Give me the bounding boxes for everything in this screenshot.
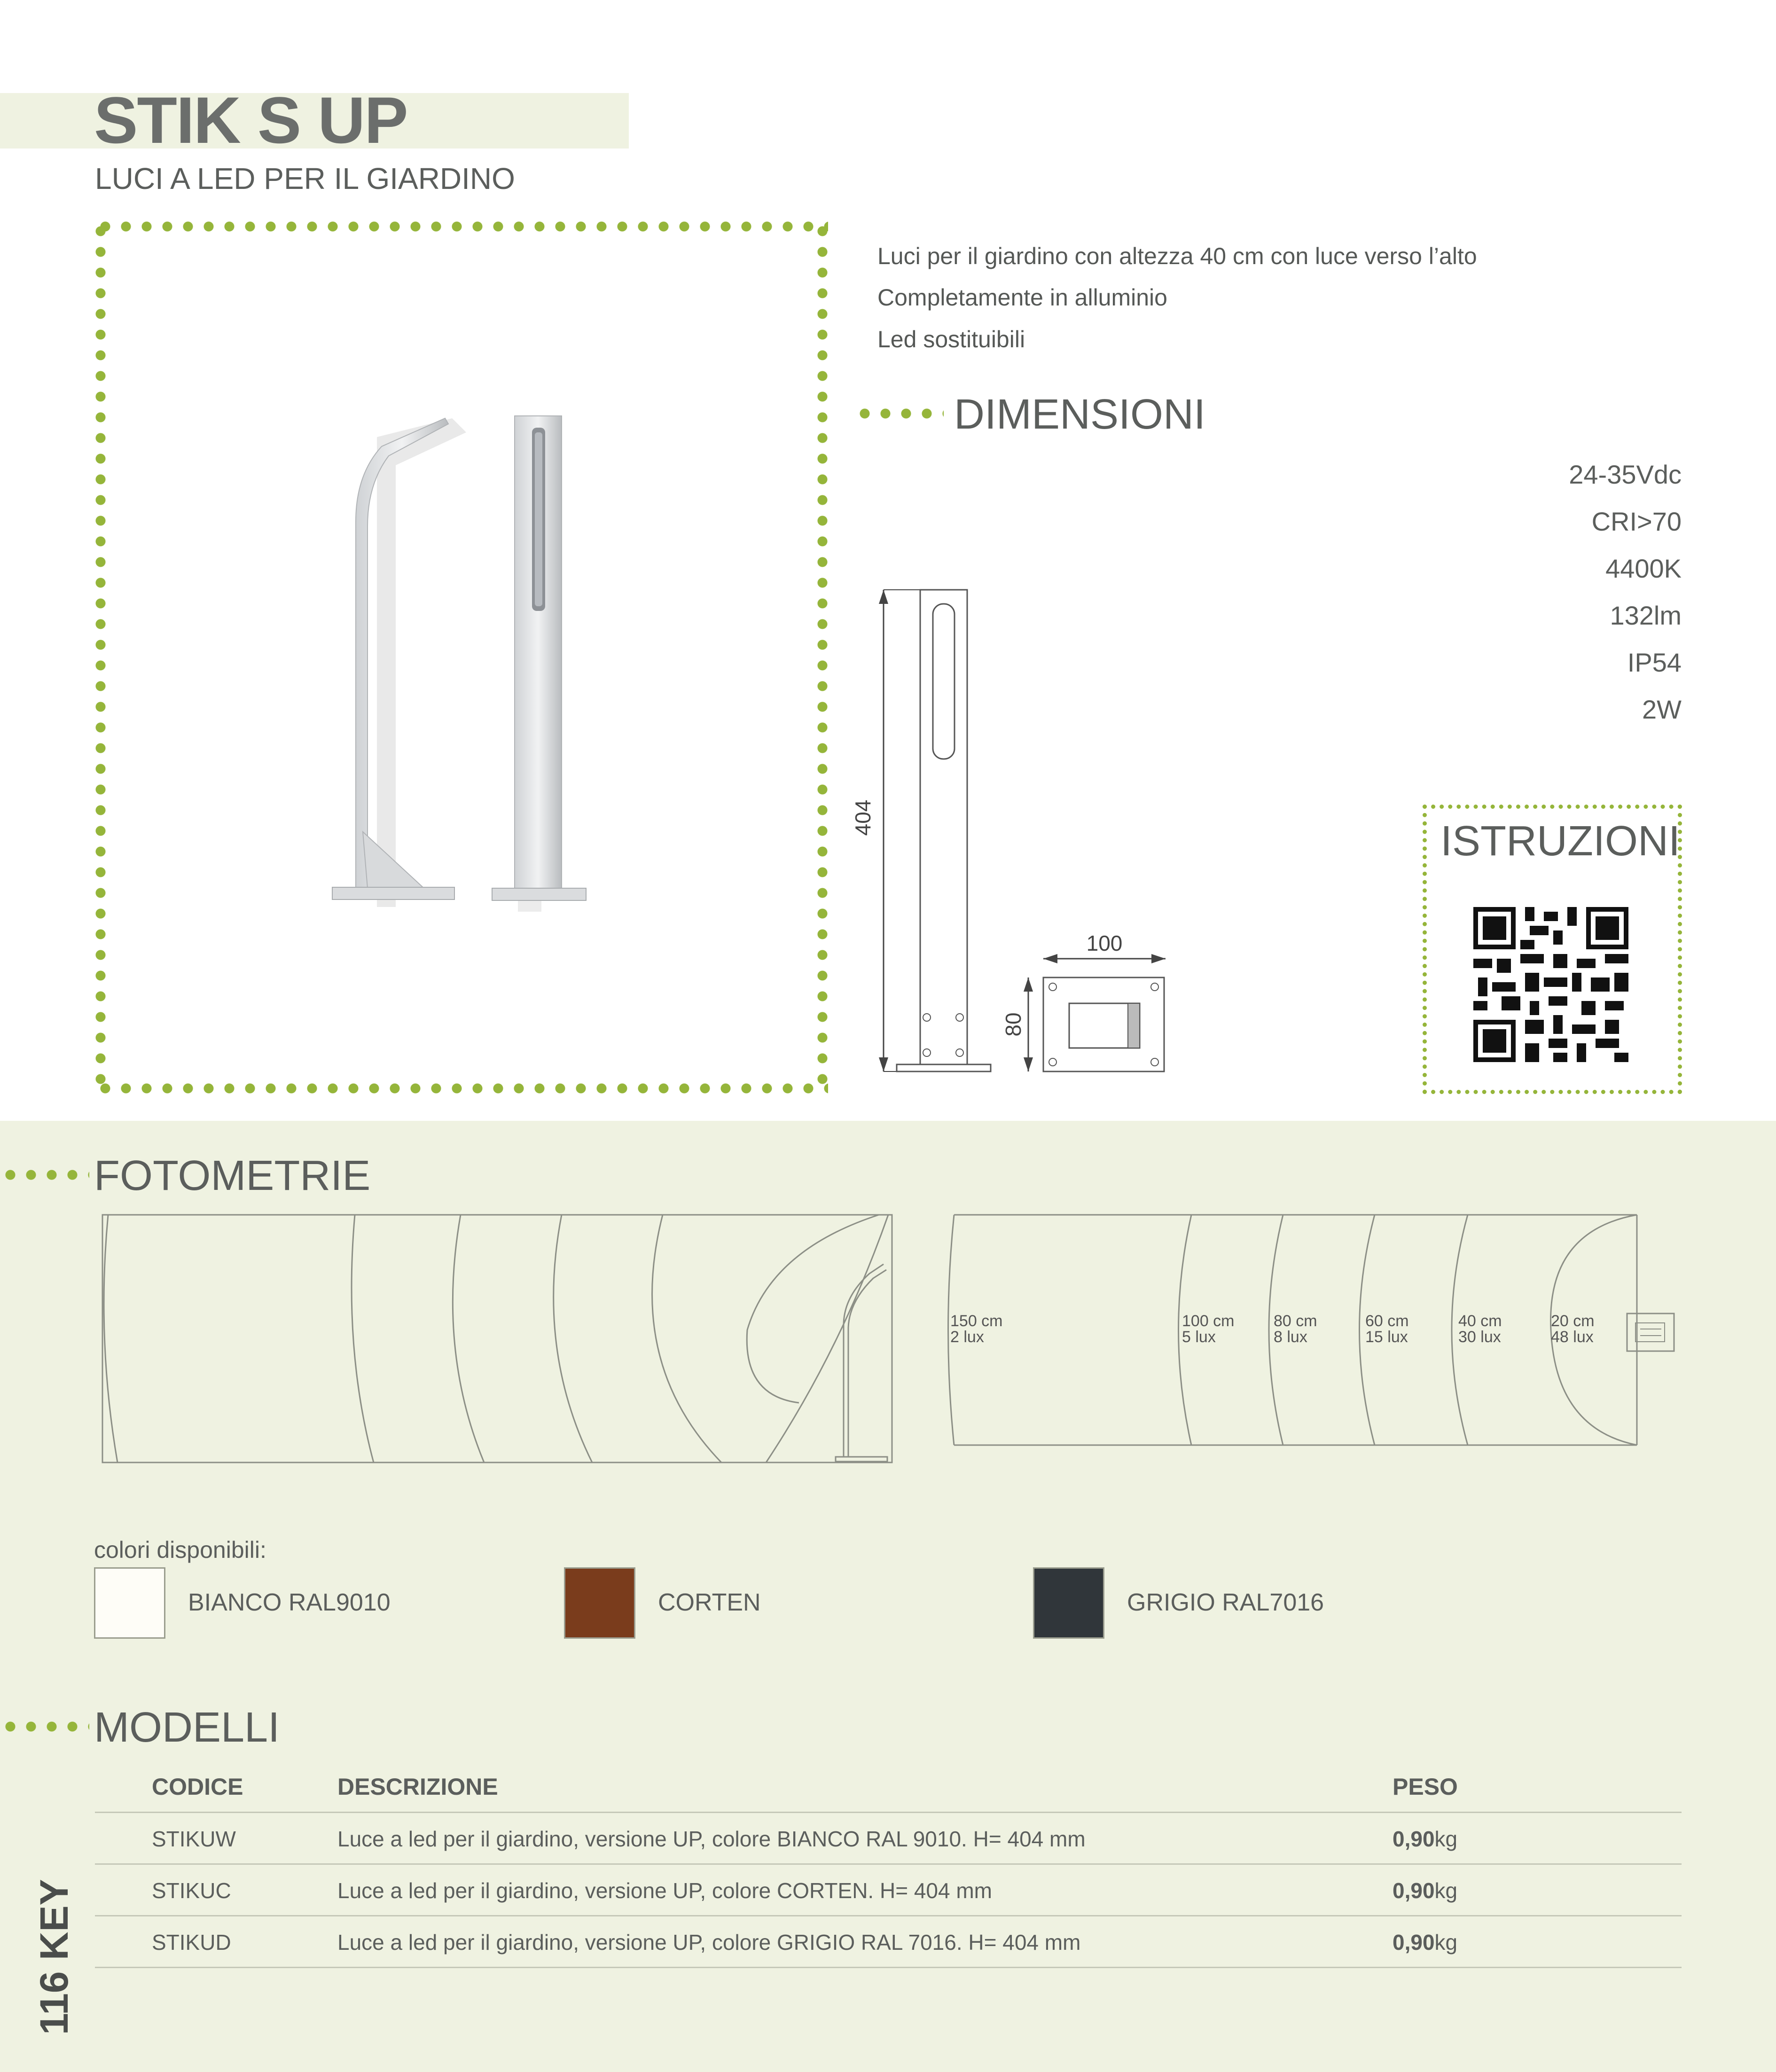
photometrics-heading: FOTOMETRIE (94, 1152, 371, 1199)
zone-lux: 15 lux (1365, 1328, 1408, 1346)
color-name: BIANCO RAL9010 (188, 1589, 391, 1616)
column-header-description: DESCRIZIONE (337, 1774, 498, 1800)
spec-ip: IP54 (1627, 648, 1682, 677)
spec-voltage: 24-35Vdc (1569, 460, 1682, 489)
product-image-frame (95, 221, 828, 1094)
color-swatch-corten (564, 1567, 635, 1639)
color-name: CORTEN (658, 1589, 761, 1616)
height-dimension-label: 404 (851, 799, 875, 836)
brand-logo: KEY (32, 1879, 76, 1961)
page-subtitle: LUCI A LED PER IL GIARDINO (95, 162, 515, 195)
model-description: Luce a led per il giardino, versione UP, colore CORTEN. H= 404 mm (337, 1878, 993, 1903)
column-header-weight: PESO (1393, 1774, 1458, 1800)
model-code: STIKUW (152, 1827, 236, 1851)
color-swatch-grey (1033, 1567, 1104, 1639)
zone-lux: 48 lux (1551, 1328, 1594, 1346)
dimension-drawing (851, 578, 1184, 1086)
zone-distance: 40 cm (1458, 1312, 1502, 1330)
table-divider (95, 1915, 1682, 1916)
heading-dots (0, 1721, 89, 1732)
model-description: Luce a led per il giardino, versione UP, colore GRIGIO RAL 7016. H= 404 mm (337, 1930, 1081, 1955)
zone-lux: 5 lux (1182, 1328, 1216, 1346)
page-number: 116 KEY (32, 1879, 76, 2035)
table-divider (95, 1967, 1682, 1968)
photometric-top-diagram (945, 1208, 1687, 1447)
page-title: STIK S UP (94, 83, 407, 157)
spec-color-temp: 4400K (1605, 554, 1682, 583)
zone-lux: 8 lux (1274, 1328, 1307, 1346)
model-weight: 0,90kg (1393, 1930, 1458, 1955)
model-code: STIKUD (152, 1930, 231, 1955)
qr-code[interactable] (1473, 907, 1628, 1062)
model-weight: 0,90kg (1393, 1878, 1458, 1903)
model-weight: 0,90kg (1393, 1827, 1458, 1851)
feature-line: Completamente in alluminio (877, 284, 1167, 311)
dimensions-heading: DIMENSIONI (954, 391, 1206, 438)
zone-distance: 100 cm (1182, 1312, 1235, 1330)
color-swatch-white (94, 1567, 165, 1639)
models-heading: MODELLI (94, 1704, 280, 1751)
color-name: GRIGIO RAL7016 (1127, 1589, 1324, 1616)
zone-lux: 30 lux (1458, 1328, 1501, 1346)
zone-distance: 20 cm (1551, 1312, 1595, 1330)
model-code: STIKUC (152, 1878, 231, 1903)
width-dimension-label: 100 (1086, 931, 1123, 955)
zone-distance: 80 cm (1274, 1312, 1317, 1330)
spec-cri: CRI>70 (1591, 507, 1682, 536)
colors-label: colori disponibili: (94, 1537, 266, 1563)
zone-distance: 150 cm (950, 1312, 1003, 1330)
column-header-code: CODICE (152, 1774, 243, 1800)
table-divider (95, 1863, 1682, 1865)
zone-distance: 60 cm (1365, 1312, 1409, 1330)
spec-power: 2W (1642, 695, 1682, 724)
feature-line: Luci per il giardino con altezza 40 cm con luce verso l’alto (877, 243, 1477, 269)
heading-dots (0, 1169, 89, 1181)
feature-line: Led sostituibili (877, 326, 1025, 352)
spec-lumen: 132lm (1610, 601, 1682, 630)
table-divider (95, 1812, 1682, 1813)
model-description: Luce a led per il giardino, versione UP, colore BIANCO RAL 9010. H= 404 mm (337, 1827, 1086, 1851)
photometric-side-diagram (99, 1208, 898, 1466)
zone-lux: 2 lux (950, 1328, 984, 1346)
depth-dimension-label: 80 (1001, 1012, 1025, 1037)
heading-dots (854, 408, 944, 419)
instructions-heading: ISTRUZIONI (1440, 818, 1680, 865)
product-photo (95, 221, 828, 1094)
